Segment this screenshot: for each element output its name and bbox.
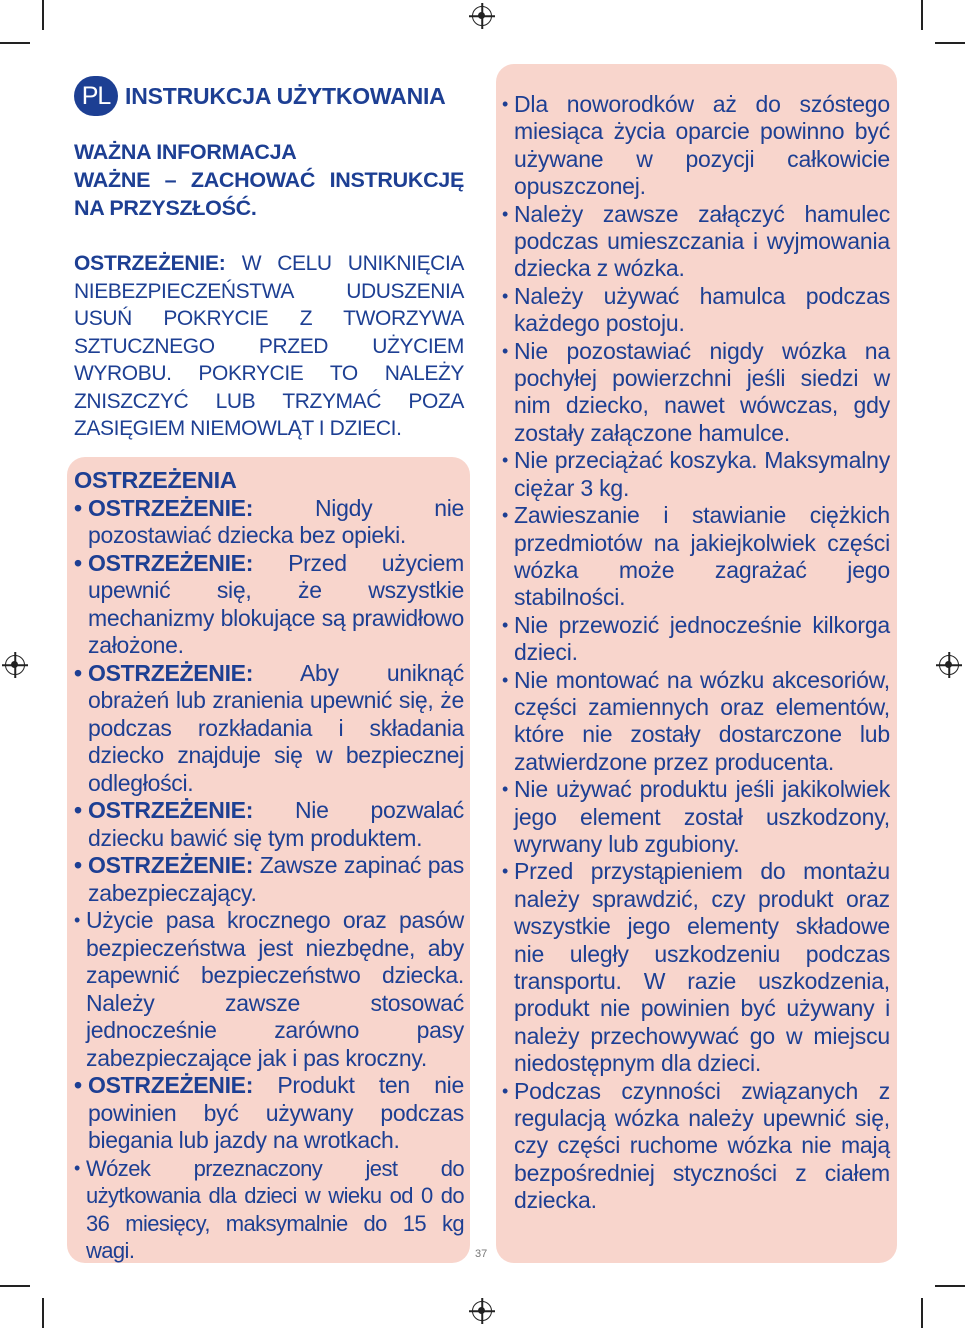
list-item: • OSTRZEŻENIE: Przed użyciem upewnić się, że wszystkie mechanizmy blokujące są prawidłowo założone.	[74, 550, 464, 660]
list-item: • Dla noworodków aż do szóstego miesiąca życia oparcie powinno być używane w pozycji całkowicie opuszczonej.	[502, 91, 890, 201]
list-item: • OSTRZEŻENIE: Zawsze zapinać pas zabezpieczający.	[74, 852, 464, 907]
list-item: • Nie przewozić jednocześnie kilkorga dzieci.	[502, 612, 890, 667]
list-item: • OSTRZEŻENIE: Nie pozwalać dziecku bawić się tym produktem.	[74, 797, 464, 852]
list-item: • Wózek przeznaczony jest do użytkowania dla dzieci w wieku od 0 do 36 miesięcy, maksymalnie do 15 kg wagi.	[74, 1155, 464, 1265]
keep-instructions-heading: WAŻNE – ZACHOWAĆ INSTRUKCJĘ NA PRZYSZŁOŚĆ.	[74, 168, 464, 220]
important-heading: WAŻNA INFORMACJA	[74, 140, 297, 164]
list-item: • Użycie pasa krocznego oraz pasów bezpieczeństwa jest niezbędne, aby zapewnić bezpieczeństwo dziecka. Należy zawsze stosować jednocześnie zarówno pasy zabezpieczające jak i pas kroczny.	[74, 907, 464, 1072]
important-notice	[74, 138, 464, 222]
warning-text: W CELU UNIKNIĘCIA NIEBEZPIECZEŃSTWA UDUSZENIA USUŃ POKRYCIE Z TWORZYWA SZTUCZNEGO PRZED UŻYCIEM WYROBU. POKRYCIE TO NALEŻY ZNISZCZYĆ LUB TRZYMAĆ POZA ZASIĘGIEM NIEMOWLĄT I DZIECI.	[74, 252, 464, 440]
registration-mark-icon	[5, 655, 25, 675]
page-number: 37	[475, 1248, 488, 1260]
warnings-list	[74, 467, 464, 1265]
list-item: • Zawieszanie i stawianie ciężkich przedmiotów na jakiejkolwiek części wózka może zagrażać jego stabilności.	[502, 502, 890, 612]
registration-mark-icon	[472, 1301, 492, 1321]
page-title: INSTRUKCJA UŻYTKOWANIA	[125, 82, 446, 109]
section-header	[74, 76, 446, 116]
crop-mark	[42, 1298, 44, 1328]
registration-mark-icon	[472, 6, 492, 26]
safety-list	[502, 91, 890, 1215]
crop-mark	[921, 1298, 923, 1328]
list-item: • Nie przeciążać koszyka. Maksymalny ciężar 3 kg.	[502, 447, 890, 502]
suffocation-warning	[74, 250, 464, 443]
list-item: • Nie montować na wózku akcesoriów, części zamiennych oraz elementów, które nie zostały dostarczone lub zatwierdzone przez producenta.	[502, 667, 890, 777]
crop-mark	[935, 42, 965, 44]
list-item: • Podczas czynności związanych z regulacją wózka należy upewnić się, czy części ruchome wózka nie mają bezpośredniej styczności z ciałem dziecka.	[502, 1078, 890, 1215]
warning-label: OSTRZEŻENIE:	[74, 252, 226, 275]
language-badge: PL	[74, 76, 118, 116]
list-item: • Należy używać hamulca podczas każdego postoju.	[502, 283, 890, 338]
list-item: • OSTRZEŻENIE: Aby uniknąć obrażeń lub zranienia upewnić się, że podczas rozkładania i składania dziecko znajduje się w bezpiecznej odległości.	[74, 660, 464, 798]
list-item: • Należy zawsze załączyć hamulec podczas umieszczania i wyjmowania dziecka z wózka.	[502, 201, 890, 283]
list-item: • Nie pozostawiać nigdy wózka na pochyłej powierzchni jeśli siedzi w nim dziecko, nawet wówczas, gdy zostały załączone hamulce.	[502, 338, 890, 448]
list-item: • OSTRZEŻENIE: Nigdy nie pozostawiać dziecka bez opieki.	[74, 495, 464, 550]
list-item: • Nie używać produktu jeśli jakikolwiek jego element został uszkodzony, wyrwany lub zgubiony.	[502, 776, 890, 858]
crop-mark	[921, 0, 923, 30]
registration-mark-icon	[939, 655, 959, 675]
crop-mark	[0, 1285, 30, 1287]
crop-mark	[935, 1285, 965, 1287]
warnings-title: OSTRZEŻENIA	[74, 467, 237, 493]
crop-mark	[0, 42, 30, 44]
list-item: • OSTRZEŻENIE: Produkt ten nie powinien być używany podczas biegania lub jazdy na wrotkach.	[74, 1072, 464, 1155]
list-item: • Przed przystąpieniem do montażu należy sprawdzić, czy produkt oraz wszystkie jego elementy składowe nie uległy uszkodzeniu podczas transportu. W razie uszkodzenia, produkt nie powinien być używany i należy przechowywać go w miejscu niedostępnym dla dzieci.	[502, 858, 890, 1077]
crop-mark	[42, 0, 44, 30]
